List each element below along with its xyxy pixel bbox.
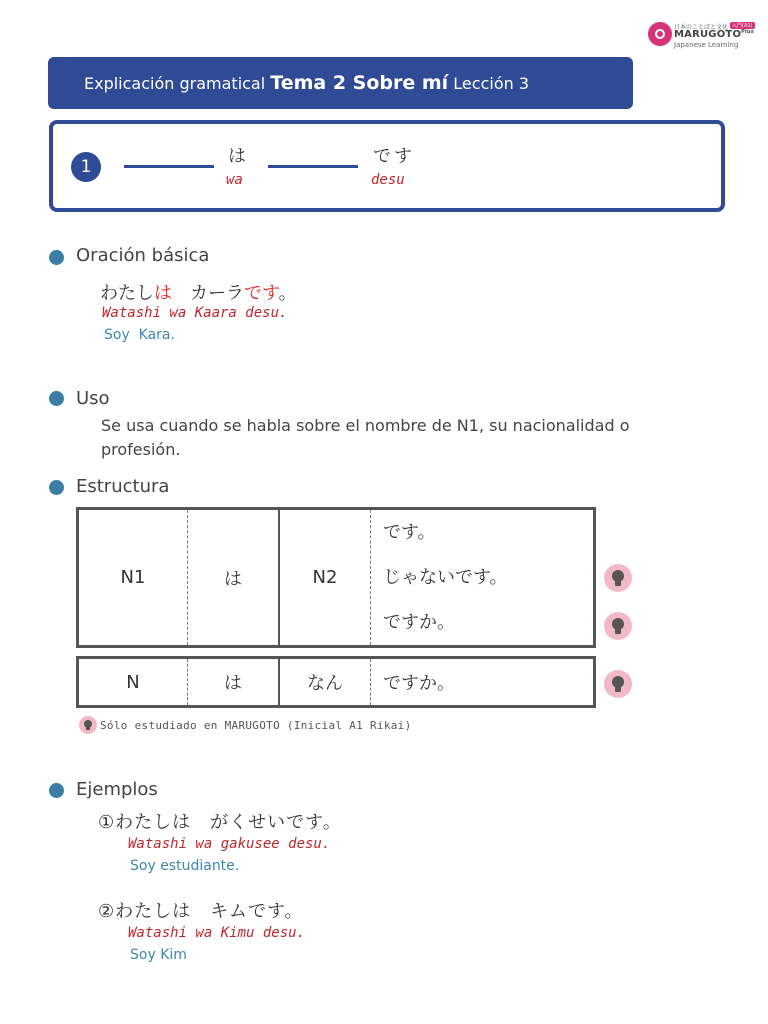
marugoto-logo-icon <box>648 22 672 46</box>
title-bold: Tema 2 Sobre mí <box>270 72 449 94</box>
pattern-particle: は <box>228 146 246 167</box>
struct2-ending: ですか。 <box>383 673 455 694</box>
title-prefix: Explicación gramatical <box>84 74 266 93</box>
bullet-dot <box>49 783 64 798</box>
marugoto-logo <box>648 20 758 50</box>
blank-line-1 <box>124 165 214 168</box>
basic-sentence-jp: わたしは カーラです。 <box>100 283 297 304</box>
logo-main-text: MARUGOTO <box>674 29 742 40</box>
bullet-dot <box>49 391 64 406</box>
pattern-number: 1 <box>71 152 101 182</box>
lightbulb-icon <box>604 612 632 640</box>
basic-romaji: Watashi wa Kaara desu. <box>102 305 288 321</box>
bullet-dot <box>49 250 64 265</box>
bullet-dot <box>49 480 64 495</box>
struct2-n: N <box>78 658 188 707</box>
struct-endings <box>371 509 595 647</box>
examples-heading: Ejemplos <box>76 779 158 800</box>
structure-table-2 <box>76 656 596 708</box>
logo-badge: 入門(A1) <box>732 23 753 29</box>
struct-particle: は <box>188 509 280 647</box>
ending-desuka: ですか。 <box>383 612 455 633</box>
example-1-translation: Soy estudiante. <box>130 858 240 874</box>
struct-n2: N2 <box>279 509 371 647</box>
title-suffix: Lección 3 <box>453 74 530 93</box>
logo-plus-text: Plus <box>741 29 754 35</box>
basic-translation: Soy Kara. <box>104 327 175 343</box>
struct2-particle: は <box>188 658 280 707</box>
pattern-particle-romaji: wa <box>226 172 243 188</box>
pattern-copula-romaji: desu <box>371 172 405 188</box>
usage-heading: Uso <box>76 388 110 409</box>
example-2-romaji: Watashi wa Kimu desu. <box>128 925 306 941</box>
structure-heading: Estructura <box>76 476 170 497</box>
logo-top-text: 日本のことばと文化 <box>674 24 729 31</box>
lightbulb-icon <box>604 564 632 592</box>
structure-note: Sólo estudiado en MARUGOTO (Inicial A1 Rikai) <box>100 719 412 732</box>
structure-table-1 <box>76 507 596 648</box>
blank-line-2 <box>268 165 358 168</box>
lightbulb-icon <box>604 670 632 698</box>
logo-sub-text: Japanese Learning <box>674 41 739 49</box>
lightbulb-icon <box>79 716 97 734</box>
example-2-translation: Soy Kim <box>130 947 187 963</box>
title-bar <box>48 57 633 109</box>
example-1-romaji: Watashi wa gakusee desu. <box>128 836 331 852</box>
struct2-nan: なん <box>279 658 371 707</box>
pattern-copula: です <box>373 146 415 167</box>
usage-text: Se usa cuando se habla sobre el nombre de N1, su nacionalidad o profesión. <box>101 416 630 459</box>
example-1-jp: ①わたしは がくせいです。 <box>98 812 342 833</box>
ending-janaidesu: じゃないです。 <box>383 567 508 588</box>
struct-n1: N1 <box>78 509 188 647</box>
basic-heading: Oración básica <box>76 245 210 266</box>
example-2-jp: ②わたしは キムです。 <box>98 901 304 922</box>
ending-desu: です。 <box>383 522 436 543</box>
